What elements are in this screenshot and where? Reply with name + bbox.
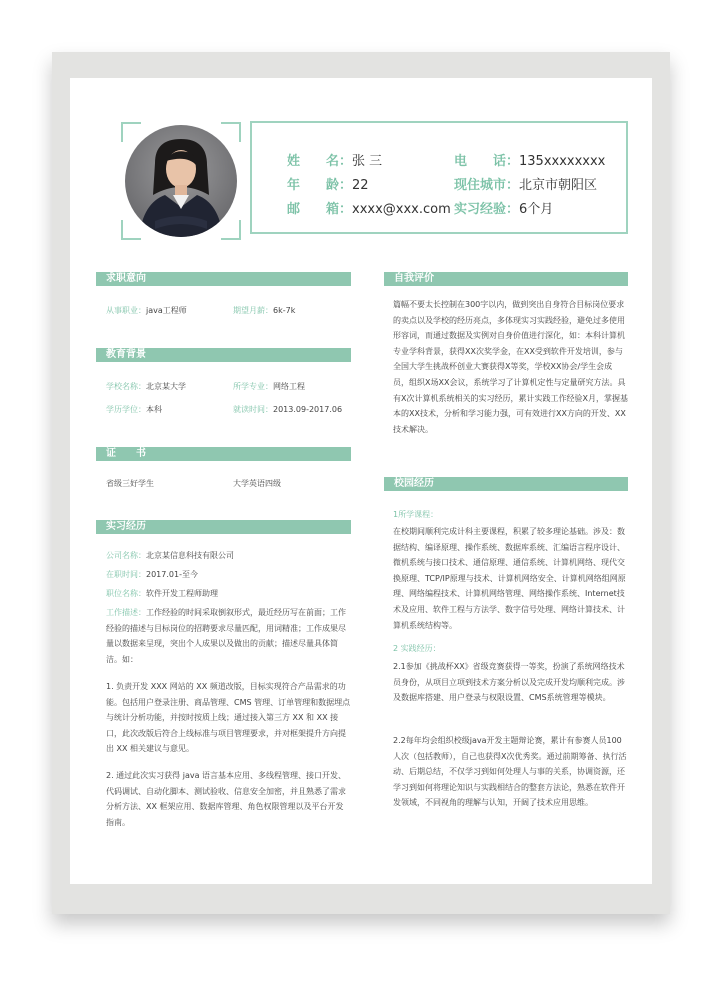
cert-item: 大学英语四级 <box>233 479 281 488</box>
period-label: 在职时间： <box>106 570 146 579</box>
practice-title <box>393 641 441 656</box>
degree-label: 学历学位： <box>106 405 146 414</box>
major-label: 所学专业： <box>233 382 273 391</box>
role-label: 职位名称： <box>106 589 146 598</box>
section-title-internship: 实习经历 <box>106 521 146 532</box>
role-value: 软件开发工程师助理 <box>146 589 218 598</box>
email-label: 邮 箱： <box>287 202 353 217</box>
city-value: 北京市朝阳区 <box>519 178 598 193</box>
info-name <box>287 150 382 169</box>
school-label: 学校名称： <box>106 382 146 391</box>
time-value: 2013.09-2017.06 <box>273 405 343 414</box>
section-header-self-eval <box>384 272 628 286</box>
age-label: 年 龄： <box>287 178 353 193</box>
intern-company <box>106 548 234 563</box>
exp-value: 6个月 <box>519 202 554 217</box>
person-icon <box>125 125 237 237</box>
intern-paragraph-2: 2. 通过此次实习获得 java 语言基本应用、多线程管理、接口开发、代码调试、自动化脚本、测试验收、信息安全加密，并且熟悉了需求分析方法、XX 框架应用、数据库管理、角色权限管理以及平台开发指南。 <box>106 771 347 827</box>
exp-label: 实习经验： <box>454 202 520 217</box>
age-value: 22 <box>352 178 369 193</box>
course-title <box>393 507 438 522</box>
time-label: 就读时间： <box>233 405 273 414</box>
intern-paragraph-1: 1. 负责开发 XXX 网站的 XX 频道改版，目标实现符合产品需求的功能。包括用户登录注册、商品管理、CMS 管理、订单管理和数据埋点与统计分析功能，并按时按质上线；通过接入第三方 XX 和 XX 接口，此次改版后符合上线标准与项目管理要求，并对框架提升方向提出 XX 相关建议与意见。 <box>106 682 351 754</box>
practice-paragraph-2: 2.2每年均会组织校级java开发主题辩论赛，累计有参赛人员100人次（包括教师），自己也获得X次优秀奖。通过前期筹备、执行活动、后期总结，不仅学习到如何处理人与事的关系，协调资源，还学习到如何将理论知识与实践相结合的整套方法论，熟悉在软件开发领域，不同视角的理解与认知，开阔了技术应用思维。 <box>393 736 627 808</box>
period-value: 2017.01-至今 <box>146 570 198 579</box>
intern-period <box>106 567 198 582</box>
edu-degree <box>106 402 162 417</box>
section-header-intent <box>96 272 351 286</box>
section-title-self-eval: 自我评价 <box>394 273 434 284</box>
self-eval-text: 篇幅不要太长控制在300字以内，做到突出自身符合目标岗位要求的卖点以及学校的经历亮点，多体现实习实践经验，避免过多使用形容词，而通过数据及实例对自身价值进行深化，如：本科计算机专业学科背景，获得XX次奖学金，在XX受到软件开发培训，参与全国大学生挑战杯创业大赛获得X等奖，学校XX协会/学生会成员，组织X场XX会议，系统学习了计算机定性与定量研究方法。具有X次计算机系统相关的实习经历，累计实践工作经验X月，掌握基本的XX技术，分析和学习能力强，可有效进行XX方向的开发、XX技术解决。 <box>393 300 628 434</box>
edu-school <box>106 379 186 394</box>
intern-role <box>106 586 218 601</box>
intent-position <box>106 303 187 318</box>
section-header-campus <box>384 477 628 491</box>
major-value: 网络工程 <box>273 382 305 391</box>
edu-major <box>233 379 305 394</box>
desc-text: 工作经验的时间采取倒叙形式，最近经历写在前面；工作经验的描述与目标岗位的招聘要求尽量匹配，用词精准；工作成果尽量以数据来呈现，突出个人成果以及做出的贡献；描述尽量具体简洁。如： <box>106 608 346 664</box>
practice-paragraph-1: 2.1参加《挑战杯XX》省级竞赛获得一等奖，扮演了系统网络技术员身份，从项目立项到技术方案分析以及完成开发均顺利完成。涉及数据库搭建、用户登录与权限设置、CMS系统管理等模块。 <box>393 662 625 703</box>
company-label: 公司名称： <box>106 551 146 560</box>
salary-value: 6k-7k <box>273 306 296 315</box>
salary-label: 期望月薪： <box>233 306 273 315</box>
section-header-internship <box>96 520 351 534</box>
city-label: 现住城市： <box>454 178 520 193</box>
info-city <box>454 174 597 193</box>
edu-time <box>233 402 342 417</box>
course-title-text: 1所学课程： <box>393 510 439 519</box>
name-label: 姓 名： <box>287 154 353 169</box>
practice-title-text: 2 实践经历： <box>393 644 441 653</box>
cert-item: 省级三好学生 <box>106 479 154 488</box>
info-email <box>287 198 451 217</box>
avatar <box>125 125 237 237</box>
photo-block <box>121 122 241 240</box>
position-value: java工程师 <box>146 306 187 315</box>
desc-label: 工作描述： <box>106 608 146 617</box>
phone-value: 135xxxxxxxx <box>519 154 606 169</box>
section-title-education: 教育背景 <box>106 349 146 360</box>
school-value: 北京某大学 <box>146 382 186 391</box>
info-phone <box>454 150 605 169</box>
position-label: 从事职业： <box>106 306 146 315</box>
section-header-education <box>96 348 351 362</box>
intent-salary <box>233 303 295 318</box>
email-value: xxxx@xxx.com <box>352 202 451 217</box>
phone-label: 电 话： <box>454 154 520 169</box>
name-value: 张 三 <box>352 154 383 169</box>
degree-value: 本科 <box>146 405 162 414</box>
section-title-campus: 校园经历 <box>394 478 434 489</box>
company-value: 北京某信息科技有限公司 <box>146 551 234 560</box>
section-title-intent: 求职意向 <box>106 273 146 284</box>
section-header-certs <box>96 447 351 461</box>
section-title-certs: 证 书 <box>106 448 146 459</box>
info-age <box>287 174 369 193</box>
course-text: 在校期间顺利完成计科主要课程，积累了较多理论基础。涉及：数据结构、编译原理、操作系统、数据库系统、汇编语言程序设计、微机系统与接口技术、通信原理、通信系统、计算机网络、现代交换原理、TCP/IP原理与技术、计算机网络安全、计算机网络组网原理、网络编程技术、计算机网络管理、网络操作系统、Internet技术及应用、软件工程与方法学、数字信号处理、网络计算技术、计算机系统结构等。 <box>393 527 626 630</box>
info-experience <box>454 198 553 217</box>
intern-description <box>106 605 351 667</box>
